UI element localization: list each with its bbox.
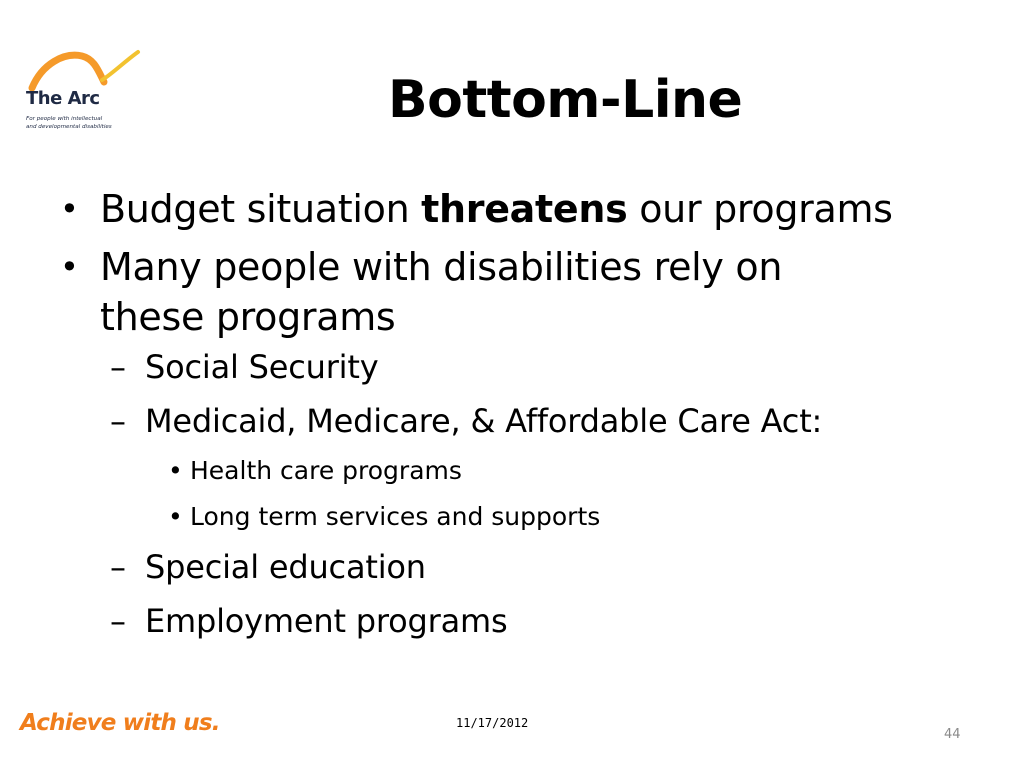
bullet-dot-icon: •	[60, 190, 79, 228]
sub-bullet-text: Social Security	[145, 348, 379, 386]
sub-sub-bullet-item	[60, 500, 980, 534]
the-arc-logo	[24, 44, 144, 136]
dash-icon: –	[110, 348, 126, 386]
bullet-item	[60, 184, 980, 234]
logo-tagline-line1: For people with intellectual	[26, 116, 103, 122]
bullet-text: our programs	[627, 187, 893, 231]
sub-bullet-text: Special education	[145, 548, 426, 586]
bullet-list	[60, 184, 980, 654]
bullet-text-line1: Many people with disabilities rely on	[100, 245, 783, 289]
sub-bullet-item	[60, 600, 980, 642]
sub-bullet-item	[60, 346, 980, 388]
sub-sub-bullet-text: Long term services and supports	[190, 502, 601, 531]
footer-date: 11/17/2012	[456, 716, 529, 730]
sub-sub-bullet-text: Health care programs	[190, 456, 462, 485]
bullet-text-line2: these programs	[100, 295, 396, 339]
bullet-dot-icon: •	[168, 456, 183, 485]
sub-bullet-item	[60, 546, 980, 588]
bullet-dot-icon: •	[168, 502, 183, 531]
bullet-emphasis: threatens	[421, 187, 628, 231]
logo-name: The Arc	[26, 88, 100, 109]
dash-icon: –	[110, 602, 126, 640]
bullet-text: Budget situation	[100, 187, 422, 231]
sub-bullet-item	[60, 400, 980, 442]
sub-bullet-text: Medicaid, Medicare, & Affordable Care Act:	[145, 402, 823, 440]
bullet-dot-icon: •	[60, 248, 79, 286]
page-number: 44	[944, 727, 961, 742]
sub-bullet-text: Employment programs	[145, 602, 508, 640]
sub-sub-bullet-item	[60, 454, 980, 488]
footer-tagline: Achieve with us.	[20, 710, 220, 736]
dash-icon: –	[110, 548, 126, 586]
logo-tagline-line2: and developmental disabilities	[26, 124, 112, 130]
arc-logo-icon	[24, 44, 144, 94]
bullet-item	[60, 242, 980, 342]
slide-title: Bottom-Line	[388, 70, 743, 130]
dash-icon: –	[110, 402, 126, 440]
